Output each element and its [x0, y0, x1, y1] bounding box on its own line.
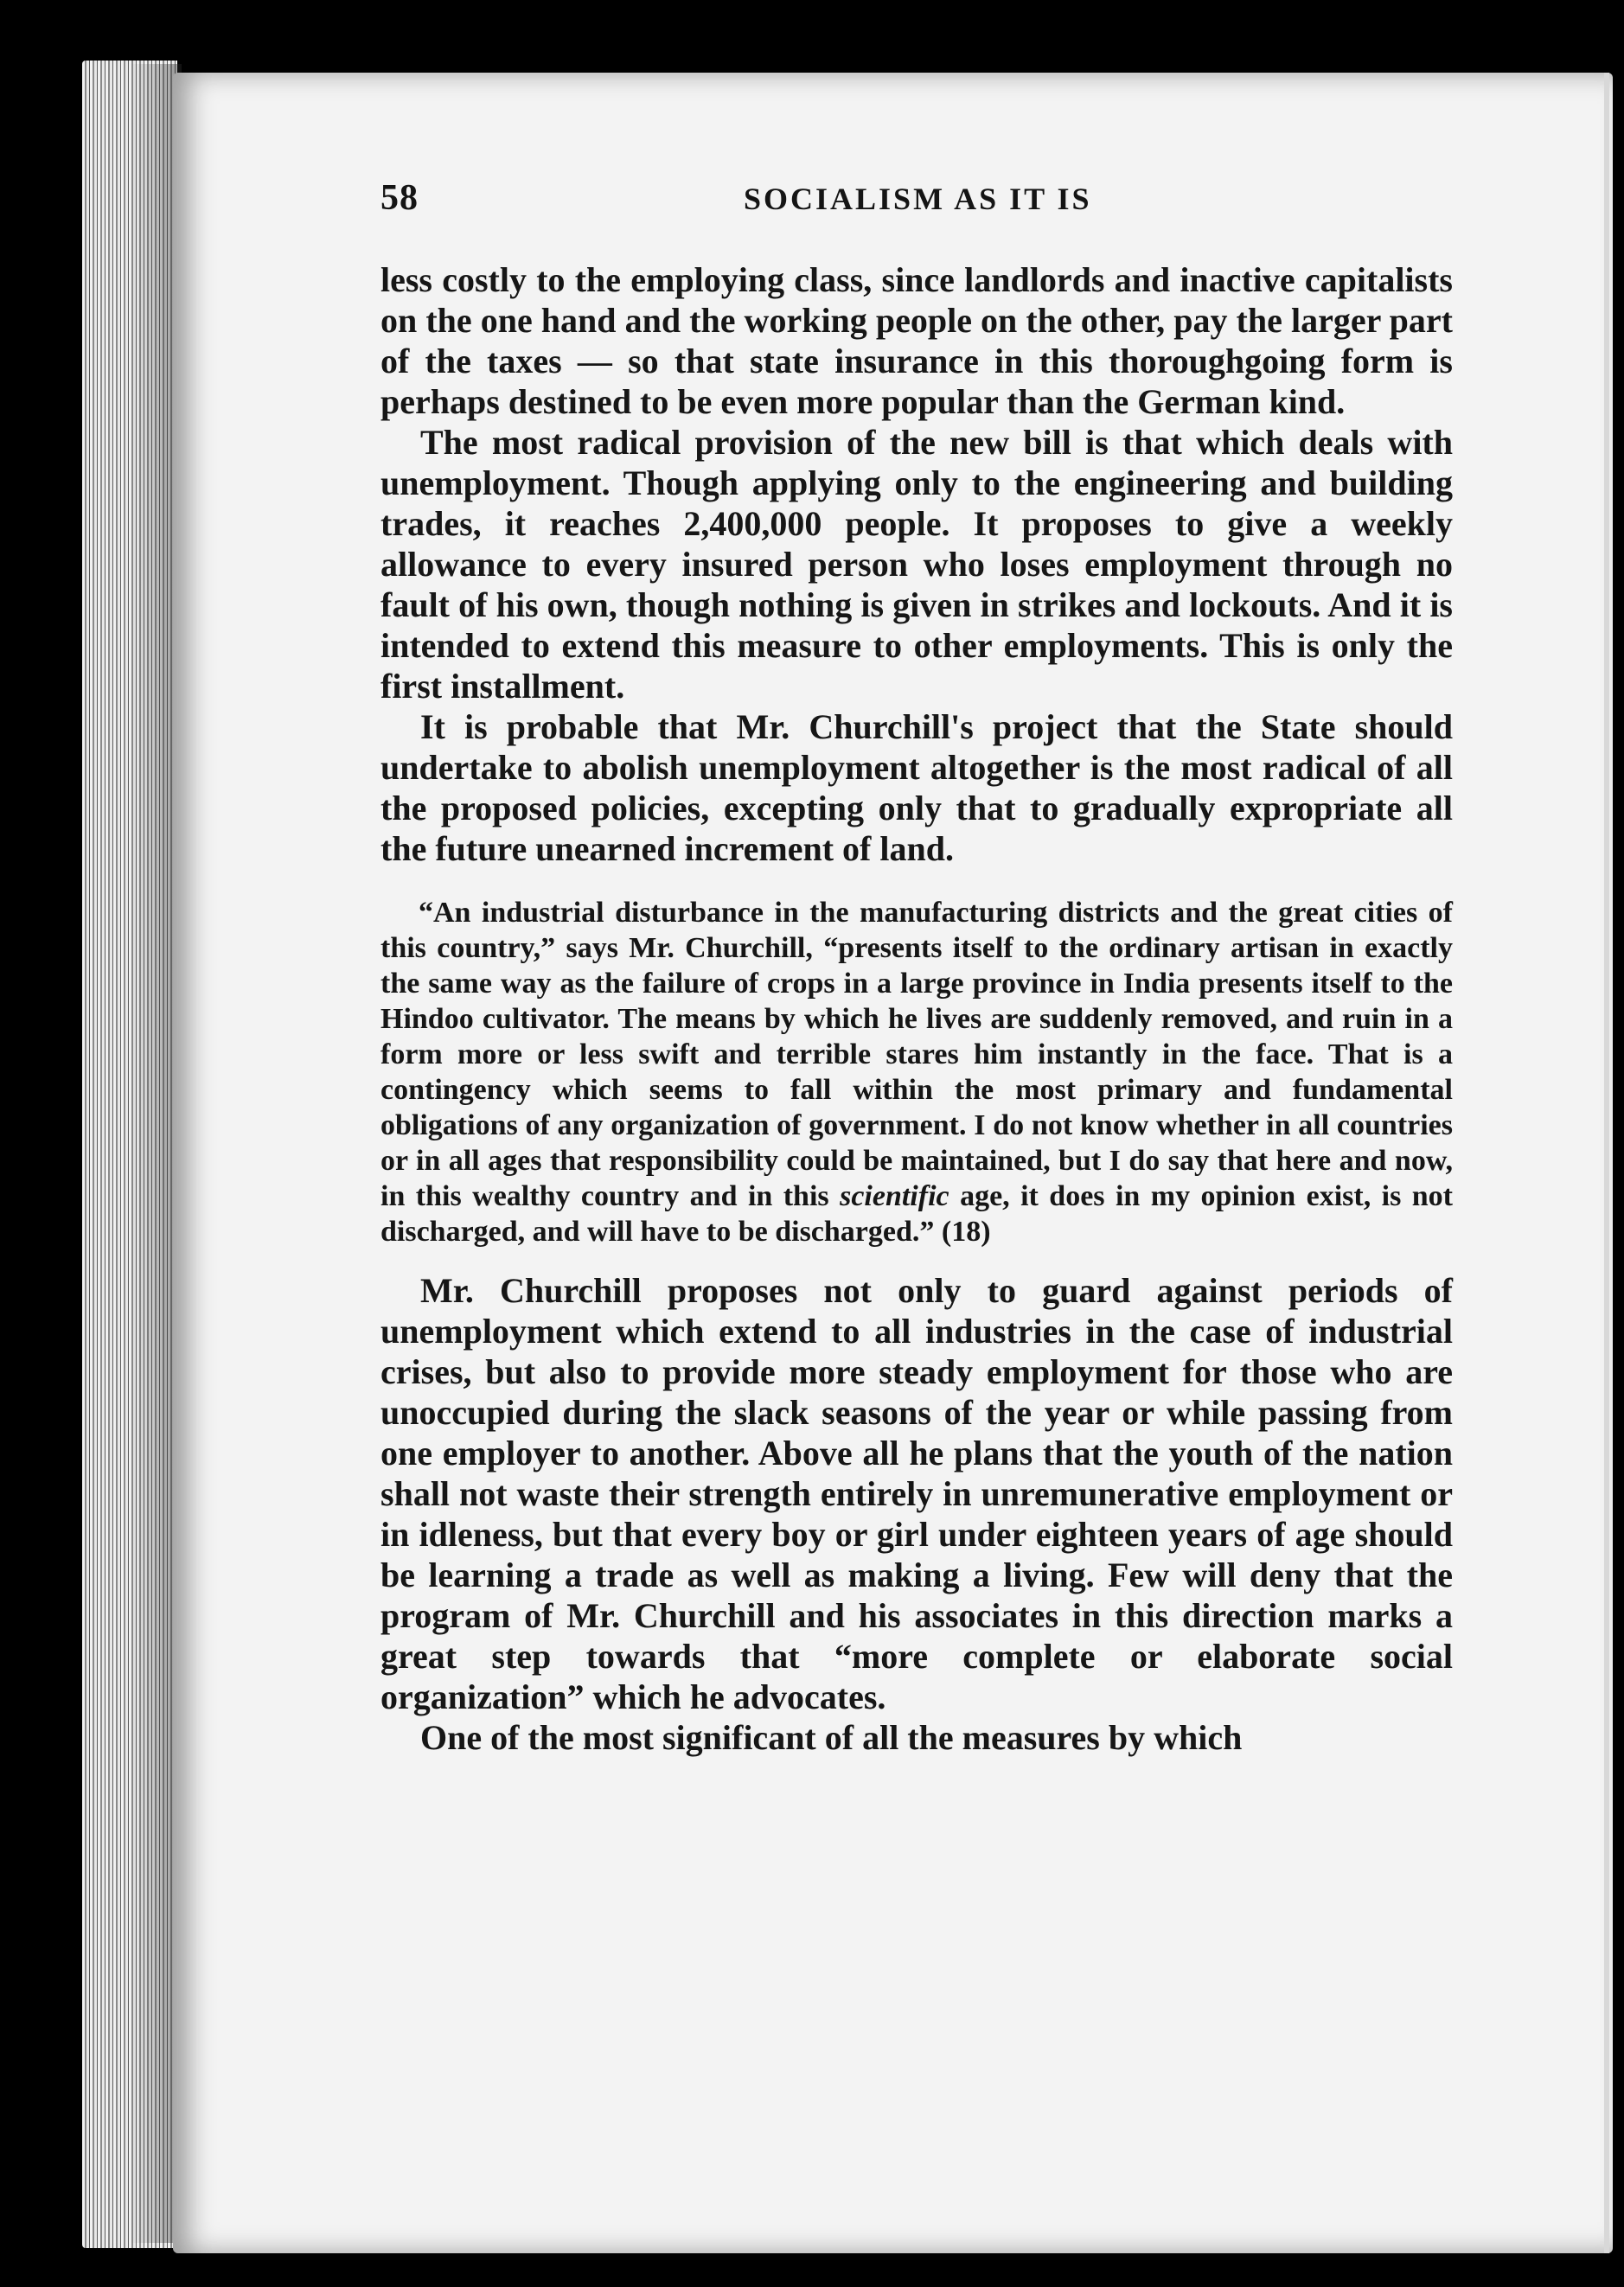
block-quote-churchill [380, 895, 1453, 1249]
page-number: 58 [380, 178, 419, 218]
quote-italic-word: scientific [840, 1180, 949, 1212]
paragraph-churchill-project: It is probable that Mr. Churchill's project that the State should undertake to abolish unemployment altogether is the most radical of all the proposed policies, excepting only that to gradually expropriate all the future unearned increment of land. [380, 707, 1453, 868]
page-right-edge [1604, 73, 1609, 2253]
paragraph-unemployment-provision: The most radical provision of the new bill is that which deals with unemployment. Though applying only to the engineering and building trades, it reaches 2,400,000 people. It proposes to give a weekly allowance to every insured person who loses employment through no fault of his own, though nothing is given in strikes and lockouts. And it is intended to extend this measure to other employments. This is only the first installment. [380, 423, 1453, 706]
paragraph-continued: less costly to the employing class, since landlords and inactive capitalists on the one hand and the working people on the other, pay the larger part of the taxes — so that state insurance in this thoroughgoing form is perhaps destined to be even more popular than the German kind. [380, 260, 1453, 421]
page-header [380, 177, 1453, 229]
paragraph-significant-measures: One of the most significant of all the measures by which [420, 1718, 1243, 1757]
page-body [380, 259, 1453, 1758]
quote-text-start: “An industrial disturbance in the manufacturing districts and the great cities of this country,” says Mr. Churchill, “presents itself to the ordinary artisan in exactly the same way as the failure of crops in a large province in India presents itself to the Hindoo cultivator. The means by which he lives are suddenly removed, and ruin in a form more or less swift and terrible stares him instantly in the face. That is a contingency which seems to fall within the most primary and fundamental obligations of any organization of government. I do not know whether in all countries or in all ages that responsibility could be maintained, but I do say that here and now, in this wealthy country and in this [380, 897, 1453, 1212]
paragraph-steady-employment: Mr. Churchill proposes not only to guard against periods of unemployment which extend to all industries in the case of industrial crises, but also to provide more steady employment for those who are unoccupied during the slack seasons of the year or while passing from one employer to another. Above all he plans that the youth of the nation shall not waste their strength entirely in unremunerative employment or in idleness, but that every boy or girl under eighteen years of age should be learning a trade as well as making a living. Few will deny that the program of Mr. Churchill and his associates in this direction marks a great step towards that “more complete or elaborate social organization” which he advocates. [380, 1271, 1453, 1716]
quote-text-end: age, it does in my opinion exist, is not discharged, and will have to be discharged.” (18) [380, 1180, 1453, 1248]
running-head: SOCIALISM AS IT IS [744, 182, 1092, 216]
